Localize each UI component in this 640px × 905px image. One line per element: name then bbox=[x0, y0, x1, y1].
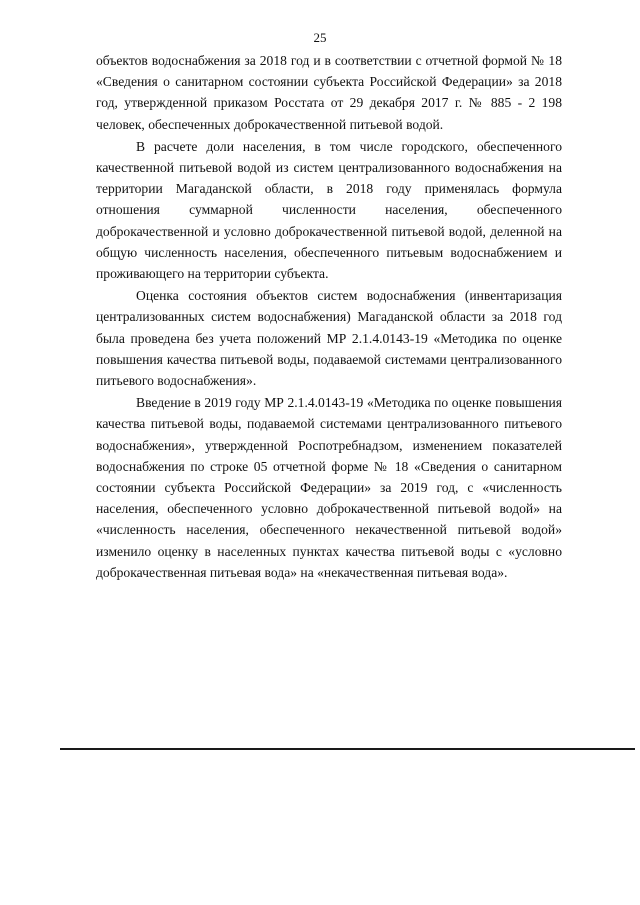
document-body bbox=[96, 50, 562, 583]
page-number: 25 bbox=[313, 30, 327, 45]
paragraph-methodology-introduction: Введение в 2019 году МР 2.1.4.0143-19 «Методика по оценке повышения качества питьевой воды, подаваемой системами централизованного питьевого водоснабжения», утвержденной Роспотребнадзом, изменением показателей водоснабжения по строке 05 отчетной форме № 18 «Сведения о санитарном состоянии субъекта Российской Федерации» за 2019 год, с «численность населения, обеспеченного условно доброкачественной питьевой водой» на «численность населения, обеспеченного некачественной питьевой водой» изменило оценку в населенных пунктах качества питьевой воды с «условно доброкачественная питьевая вода» на «некачественная питьевая вода». bbox=[96, 395, 562, 580]
paragraph-population-share: В расчете доли населения, в том числе городского, обеспеченного качественной питьевой водой из систем централизованного водоснабжения на территории Магаданской области, в 2018 году применялась формула отношения суммарной численности населения, обеспеченного доброкачественной и условно доброкачественной питьевой водой, деленной на общую численность населения, обеспеченного питьевым водоснабжением и проживающего на территории субъекта. bbox=[96, 138, 562, 282]
page-bottom-divider bbox=[60, 748, 635, 750]
paragraph-continuation: объектов водоснабжения за 2018 год и в соответствии с отчетной формой № 18 «Сведения о санитарном состоянии субъекта Российской Федерации» за 2018 год, утвержденной приказом Росстата от 29 декабря 2017 г. № 885 - 2 198 человек, обеспеченных доброкачественной питьевой водой. bbox=[96, 53, 562, 132]
paragraph-inventory-assessment: Оценка состояния объектов систем водоснабжения (инвентаризация централизованных систем водоснабжения) Магаданской области за 2018 год была проведена без учета положений МР 2.1.4.0143-19 «Методика по оценке повышения качества питьевой воды, подаваемой системами централизованного питьевого водоснабжения». bbox=[96, 288, 562, 389]
